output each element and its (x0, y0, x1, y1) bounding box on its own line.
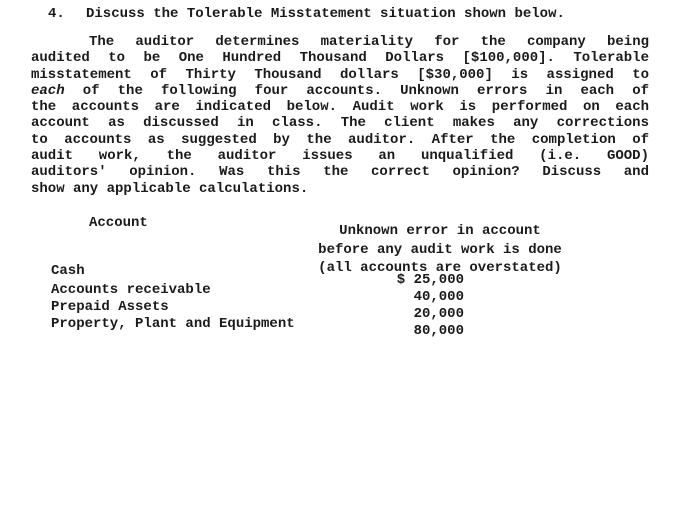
error-value-accounts-receivable: 40,000 (413, 289, 464, 305)
paragraph-line-1: The auditor determines materiality for the company being (89, 34, 649, 50)
paragraph-line-7: to accounts as suggested by the auditor. After the completion of (31, 131, 649, 148)
paragraph-line-10: show any applicable calculations. (31, 180, 309, 197)
error-column-header (304, 222, 576, 278)
question-title: Discuss the Tolerable Misstatement situation shown below. (86, 6, 565, 22)
account-name-cash: Cash (51, 263, 85, 279)
account-name-accounts-receivable: Accounts receivable (51, 282, 211, 298)
paragraph-line-5: the accounts are indicated below. Audit work is performed on each (31, 99, 649, 116)
account-name-ppe: Property, Plant and Equipment (51, 316, 295, 332)
paragraph-line-4-rest: of the following four accounts. Unknown errors in each of (64, 82, 649, 99)
paragraph-line-6: account as discussed in class. The client makes any corrections (31, 115, 649, 132)
error-value-cash: $ 25,000 (396, 272, 464, 288)
error-header-line-1: Unknown error in account (339, 223, 541, 239)
error-value-prepaid-assets: 20,000 (413, 306, 464, 322)
paragraph-line-2-start: audited to be (31, 50, 179, 67)
paragraph-line-8: audit work, the auditor issues an unqualified (i.e. GOOD) (31, 148, 649, 165)
paragraph-line-3: misstatement of Thirty Thousand dollars [$30,000] is assigned to (31, 66, 649, 83)
question-number: 4. (48, 6, 65, 22)
error-header-line-3: (all accounts are overstated) (318, 260, 562, 276)
emphasis-each: each (31, 82, 65, 99)
account-column-header: Account (89, 215, 148, 231)
error-header-line-2: before any audit work is done (318, 241, 562, 258)
paragraph-line-2-end: [$100,000]. Tolerable (444, 50, 649, 67)
paragraph-line-9: auditors' opinion. Was this the correct opinion? Discuss and (31, 164, 649, 181)
account-name-prepaid-assets: Prepaid Assets (51, 299, 169, 315)
error-value-ppe: 80,000 (413, 323, 464, 339)
materiality-amount-words: One Hundred Thousand Dollars (178, 50, 445, 67)
